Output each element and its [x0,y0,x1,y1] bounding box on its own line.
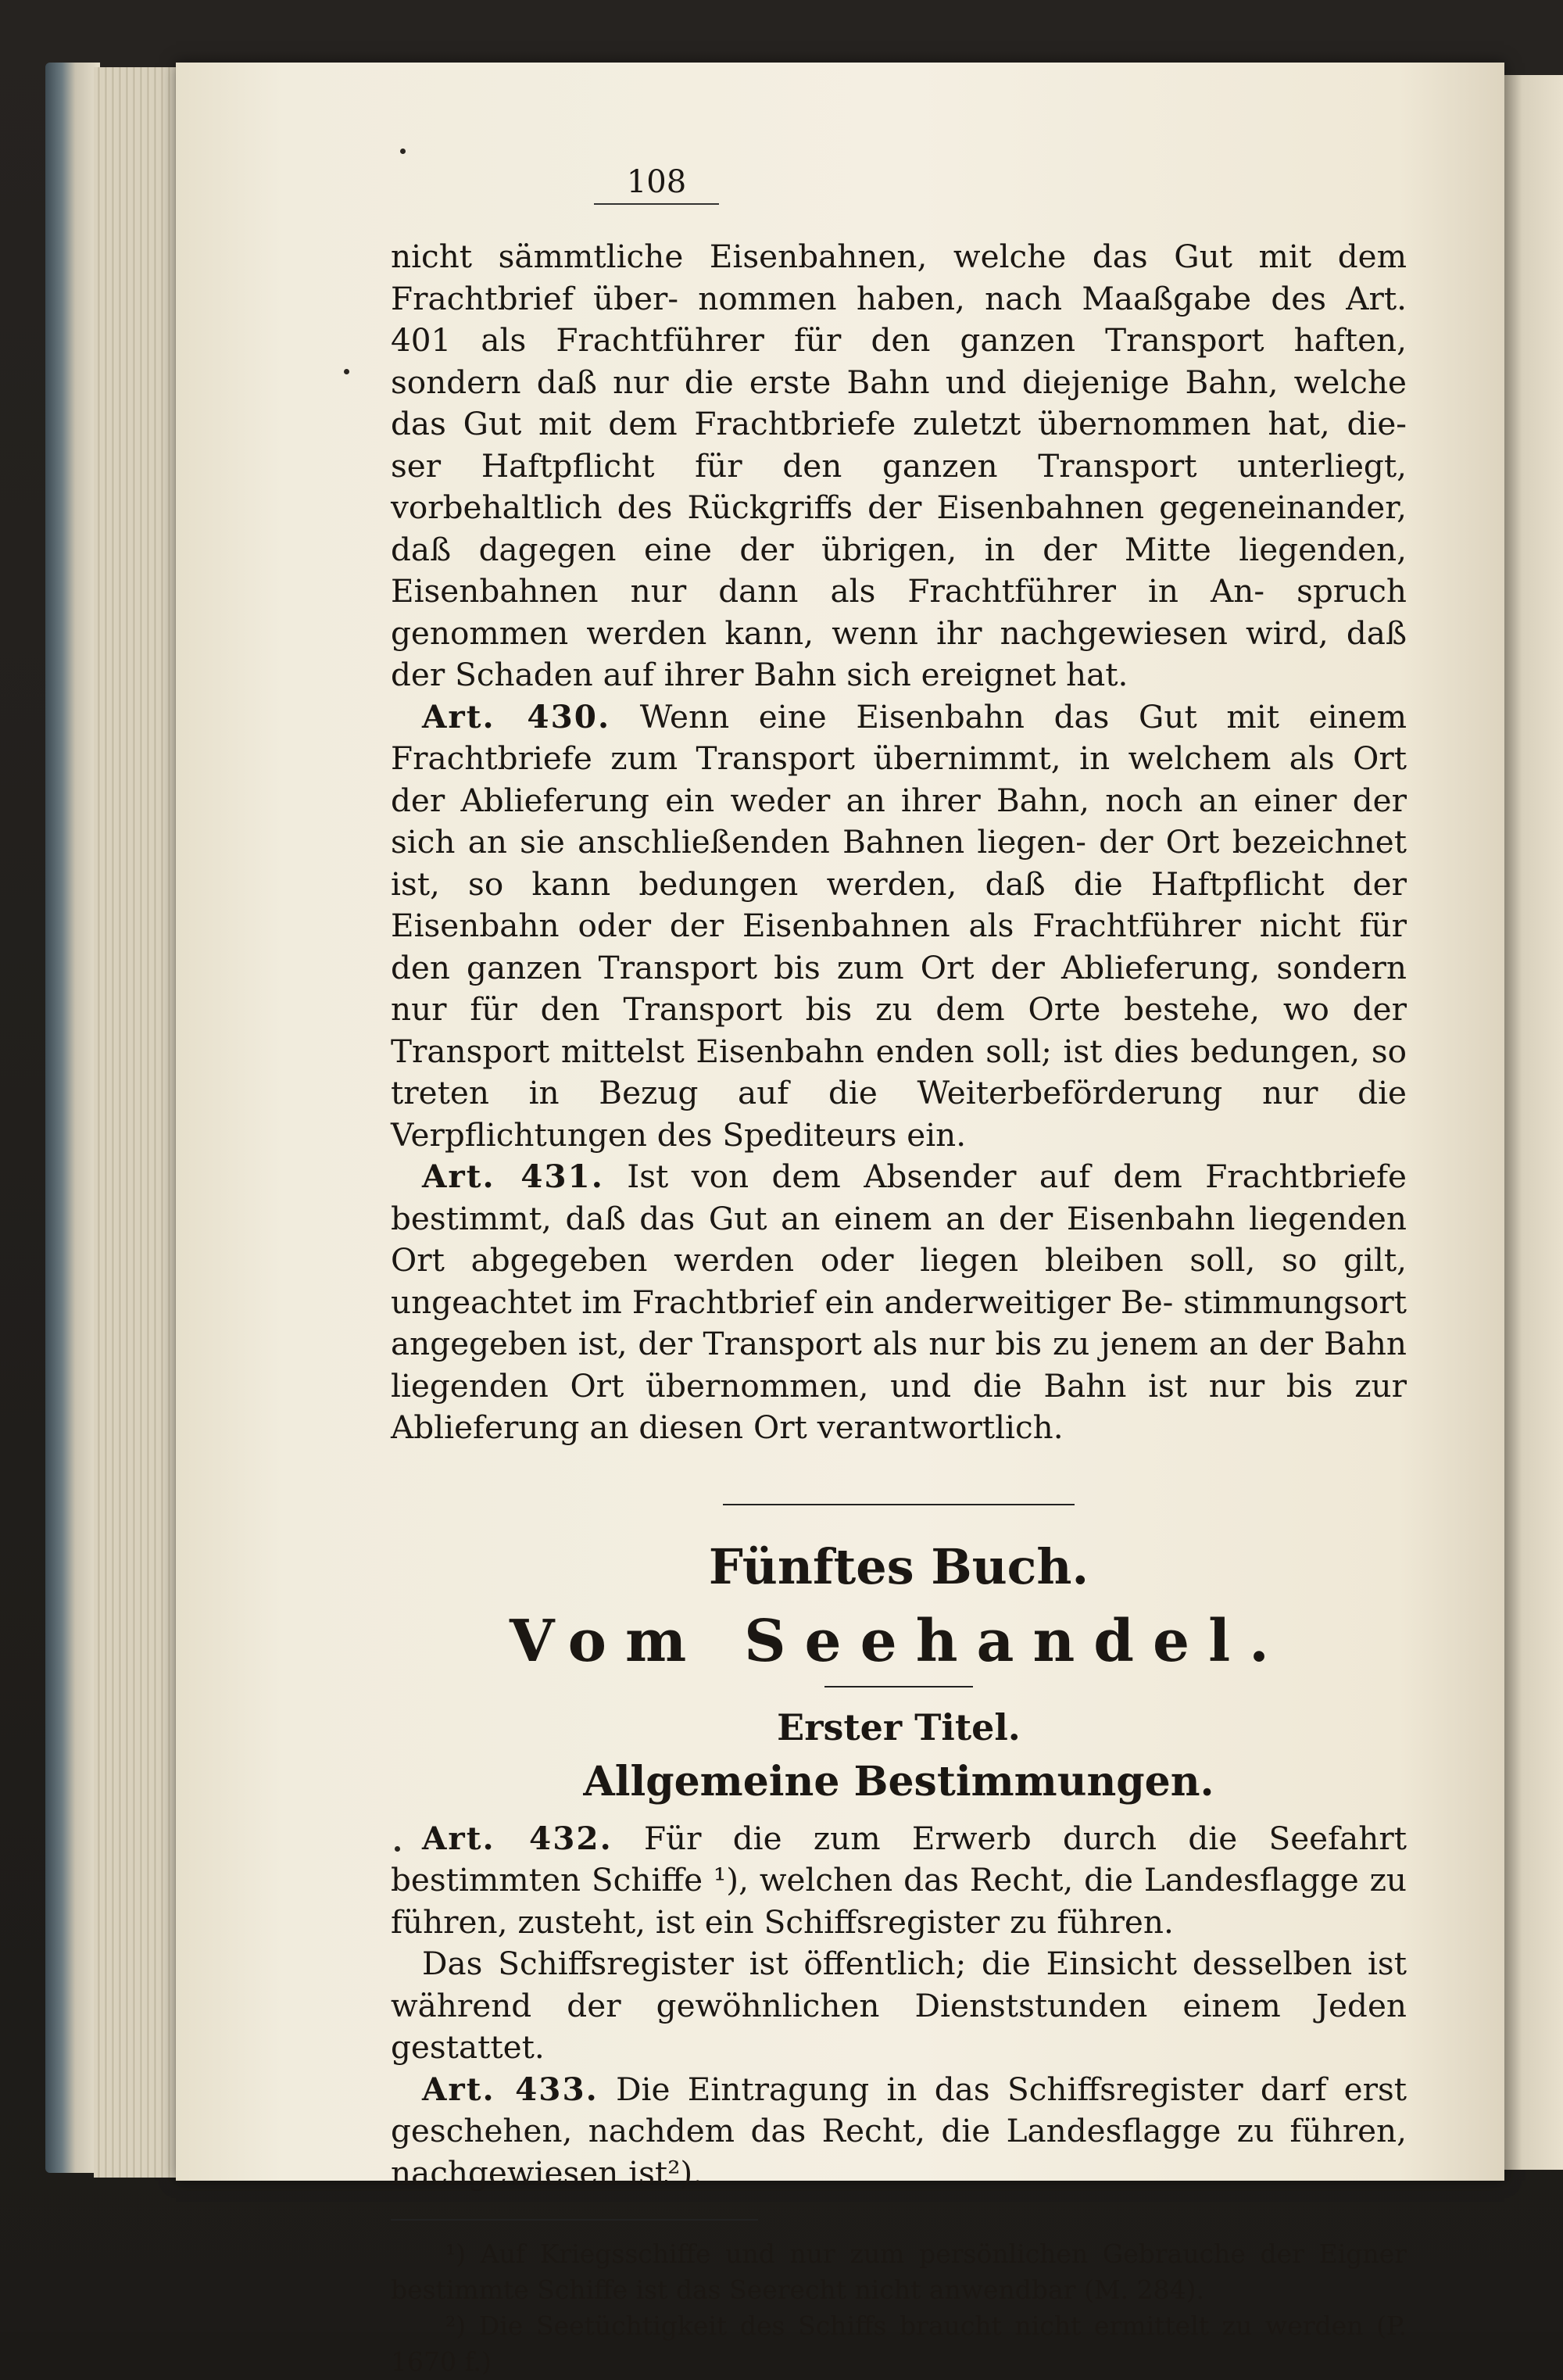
article-text: Ist von dem Absender auf dem Frachtbriefe bestimmt, daß das Gut an einem an der Eisenbahn liegenden Ort abgegeben werden oder liegen bleiben soll, so gilt, ungeachtet im Frachtbrief ein anderweitiger Be- stimmungsort angegeben ist, der Transport als nur bis zu jenem an der Bahn liegenden Ort übernommen, und die Bahn ist nur bis zur Ablieferung an diesen Ort verantwortlich. [391,1158,1407,1446]
page-content [391,164,1407,2380]
title-subheading: Allgemeine Bestimmungen. [583,1757,1214,1806]
article-label: Art. 432. [422,1819,613,1857]
facing-page-edge [1504,75,1563,2170]
article-label: Art. 431. [422,1158,604,1195]
book-spine [45,63,100,2173]
article-431 [391,1156,1407,1449]
page-edges [94,67,188,2178]
continued-paragraph: nicht sämmtliche Eisenbahnen, welche das Gut mit dem Frachtbrief über- nommen haben, nach Maaßgabe des Art. 401 als Frachtführer für den ganzen Transport haften, sondern daß nur die erste Bahn und diejenige Bahn, welche das Gut mit dem Frachtbriefe zuletzt übernommen hat, die- ser Haftpflicht für den ganzen Transport unterliegt, vorbehaltlich des Rückgriffs der Eisenbahnen gegeneinander, daß dagegen eine der übrigen, in der Mitte liegenden, Eisenbahnen nur dann als Frachtführer in An- spruch genommen werden kann, wenn ihr nachgewiesen wird, daß der Schaden auf ihrer Bahn sich ereignet hat. [391,238,1407,693]
footnote: ²) Die Seetüchtigkeit des Schiffs braucht nicht ermittelt zu werden (P. 1670 f.) [391,2310,1407,2377]
margin-mark [344,369,349,374]
title-divider [824,1686,973,1687]
book-title: Fünftes Buch. [708,1537,1089,1595]
article-433 [391,2069,1407,2195]
section-divider [723,1504,1075,1505]
article-432-paragraph-2: Das Schiffsregister ist öffentlich; die Einsicht desselben ist während der gewöhnlichen Dienststunden einem Jeden gestattet. [391,1945,1407,2066]
article-text: Wenn eine Eisenbahn das Gut mit einem Frachtbriefe zum Transport übernimmt, in welchem als Ort der Ablieferung ein weder an ihrer Bahn, noch an einer der sich an sie anschließenden Bahnen liegen- der Ort bezeichnet ist, so kann bedungen werden, daß die Haftpflicht der Eisenbahn oder der Eisenbahnen als Frachtführer nicht für den ganzen Transport bis zum Ort der Ablieferung, sondern nur für den Transport bis zu dem Orte bestehe, wo der Transport mittelst Eisenbahn enden soll; ist dies bedungen, so treten in Bezug auf die Weiterbeförderung nur die Verpflichtungen des Spediteurs ein. [391,697,1407,1154]
margin-mark [400,149,406,154]
article-label: Art. 430. [422,697,611,735]
article-432 [391,1818,1407,1944]
book-subtitle: Vom Seehandel. [510,1607,1288,1675]
page-number: 108 [594,164,719,205]
article-label: Art. 433. [422,2070,599,2108]
title-heading: Erster Titel. [777,1705,1021,1748]
article-text: Die Eintragung in das Schiffsregister darf erst geschehen, nachdem das Recht, die Landesflagge zu führen, nachgewiesen ist²). [391,2070,1407,2192]
article-430 [391,696,1407,1157]
footnote: ¹) Auf Kriegsschiffe und nur zum persönlichen Gebrauche der Eigner bestimmte Schiffe ist das Seerecht nicht anwendbar (M. 284). [391,2239,1407,2305]
footnote-divider [391,2219,758,2221]
article-text: Für die zum Erwerb durch die Seefahrt bestimmten Schiffe ¹), welchen das Recht, die Landesflagge zu führen, zusteht, ist ein Schiffsregister zu führen. [391,1819,1407,1941]
